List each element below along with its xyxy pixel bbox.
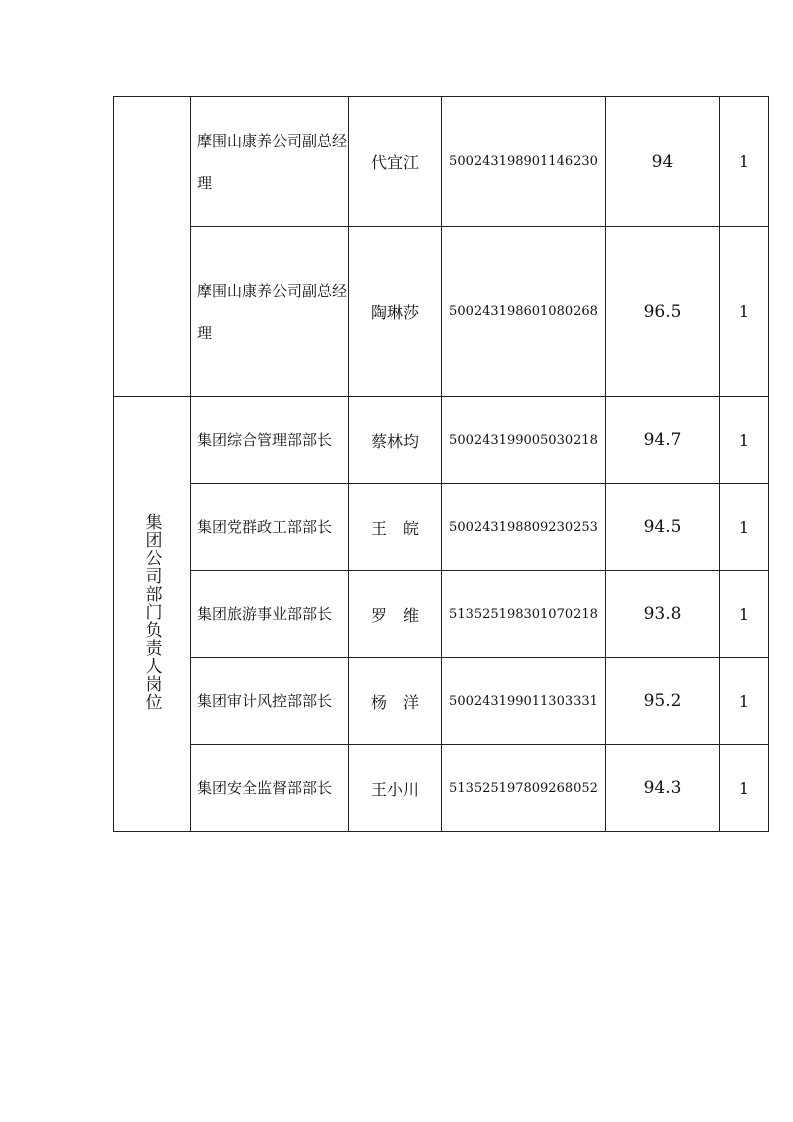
position-cell	[191, 571, 349, 658]
position-label: 集团旅游事业部部长	[197, 605, 333, 623]
score-cell: 94.3	[606, 745, 720, 832]
name-cell: 王小川	[349, 745, 442, 832]
position-cell	[191, 227, 349, 397]
count-cell: 1	[720, 97, 769, 227]
name-cell: 杨 洋	[349, 658, 442, 745]
id-number-cell: 500243198601080268	[442, 227, 606, 397]
id-number-cell: 500243198901146230	[442, 97, 606, 227]
score-cell: 94.5	[606, 484, 720, 571]
score-cell: 93.8	[606, 571, 720, 658]
position-cell	[191, 745, 349, 832]
id-number-cell: 500243199011303331	[442, 658, 606, 745]
name-cell: 罗 维	[349, 571, 442, 658]
table-row	[114, 571, 769, 658]
count-cell: 1	[720, 484, 769, 571]
name-cell: 陶琳莎	[349, 227, 442, 397]
position-label: 集团党群政工部部长	[197, 518, 333, 536]
name-cell: 蔡林均	[349, 397, 442, 484]
table-row	[114, 745, 769, 832]
score-cell: 95.2	[606, 658, 720, 745]
id-number-cell: 513525197809268052	[442, 745, 606, 832]
table-row	[114, 397, 769, 484]
count-cell: 1	[720, 658, 769, 745]
position-cell	[191, 484, 349, 571]
score-cell: 96.5	[606, 227, 720, 397]
position-label: 集团安全监督部部长	[197, 779, 333, 797]
position-label: 摩围山康养公司副总经理	[197, 281, 348, 342]
id-number-cell: 500243199005030218	[442, 397, 606, 484]
table-row	[114, 484, 769, 571]
table-row	[114, 227, 769, 397]
position-label: 集团审计风控部部长	[197, 692, 333, 710]
position-cell	[191, 397, 349, 484]
name-cell: 王 皖	[349, 484, 442, 571]
table-row	[114, 658, 769, 745]
position-label: 摩围山康养公司副总经理	[197, 131, 348, 192]
position-label: 集团综合管理部部长	[197, 431, 333, 449]
count-cell: 1	[720, 397, 769, 484]
results-table	[113, 96, 769, 832]
position-cell	[191, 658, 349, 745]
category-label: 集团公司部门负责人岗位	[141, 513, 162, 711]
category-cell	[114, 397, 191, 832]
score-cell: 94	[606, 97, 720, 227]
id-number-cell: 500243198809230253	[442, 484, 606, 571]
position-cell	[191, 97, 349, 227]
table-row	[114, 97, 769, 227]
count-cell: 1	[720, 227, 769, 397]
score-cell: 94.7	[606, 397, 720, 484]
count-cell: 1	[720, 745, 769, 832]
name-cell: 代宜江	[349, 97, 442, 227]
count-cell: 1	[720, 571, 769, 658]
category-cell	[114, 97, 191, 397]
id-number-cell: 513525198301070218	[442, 571, 606, 658]
